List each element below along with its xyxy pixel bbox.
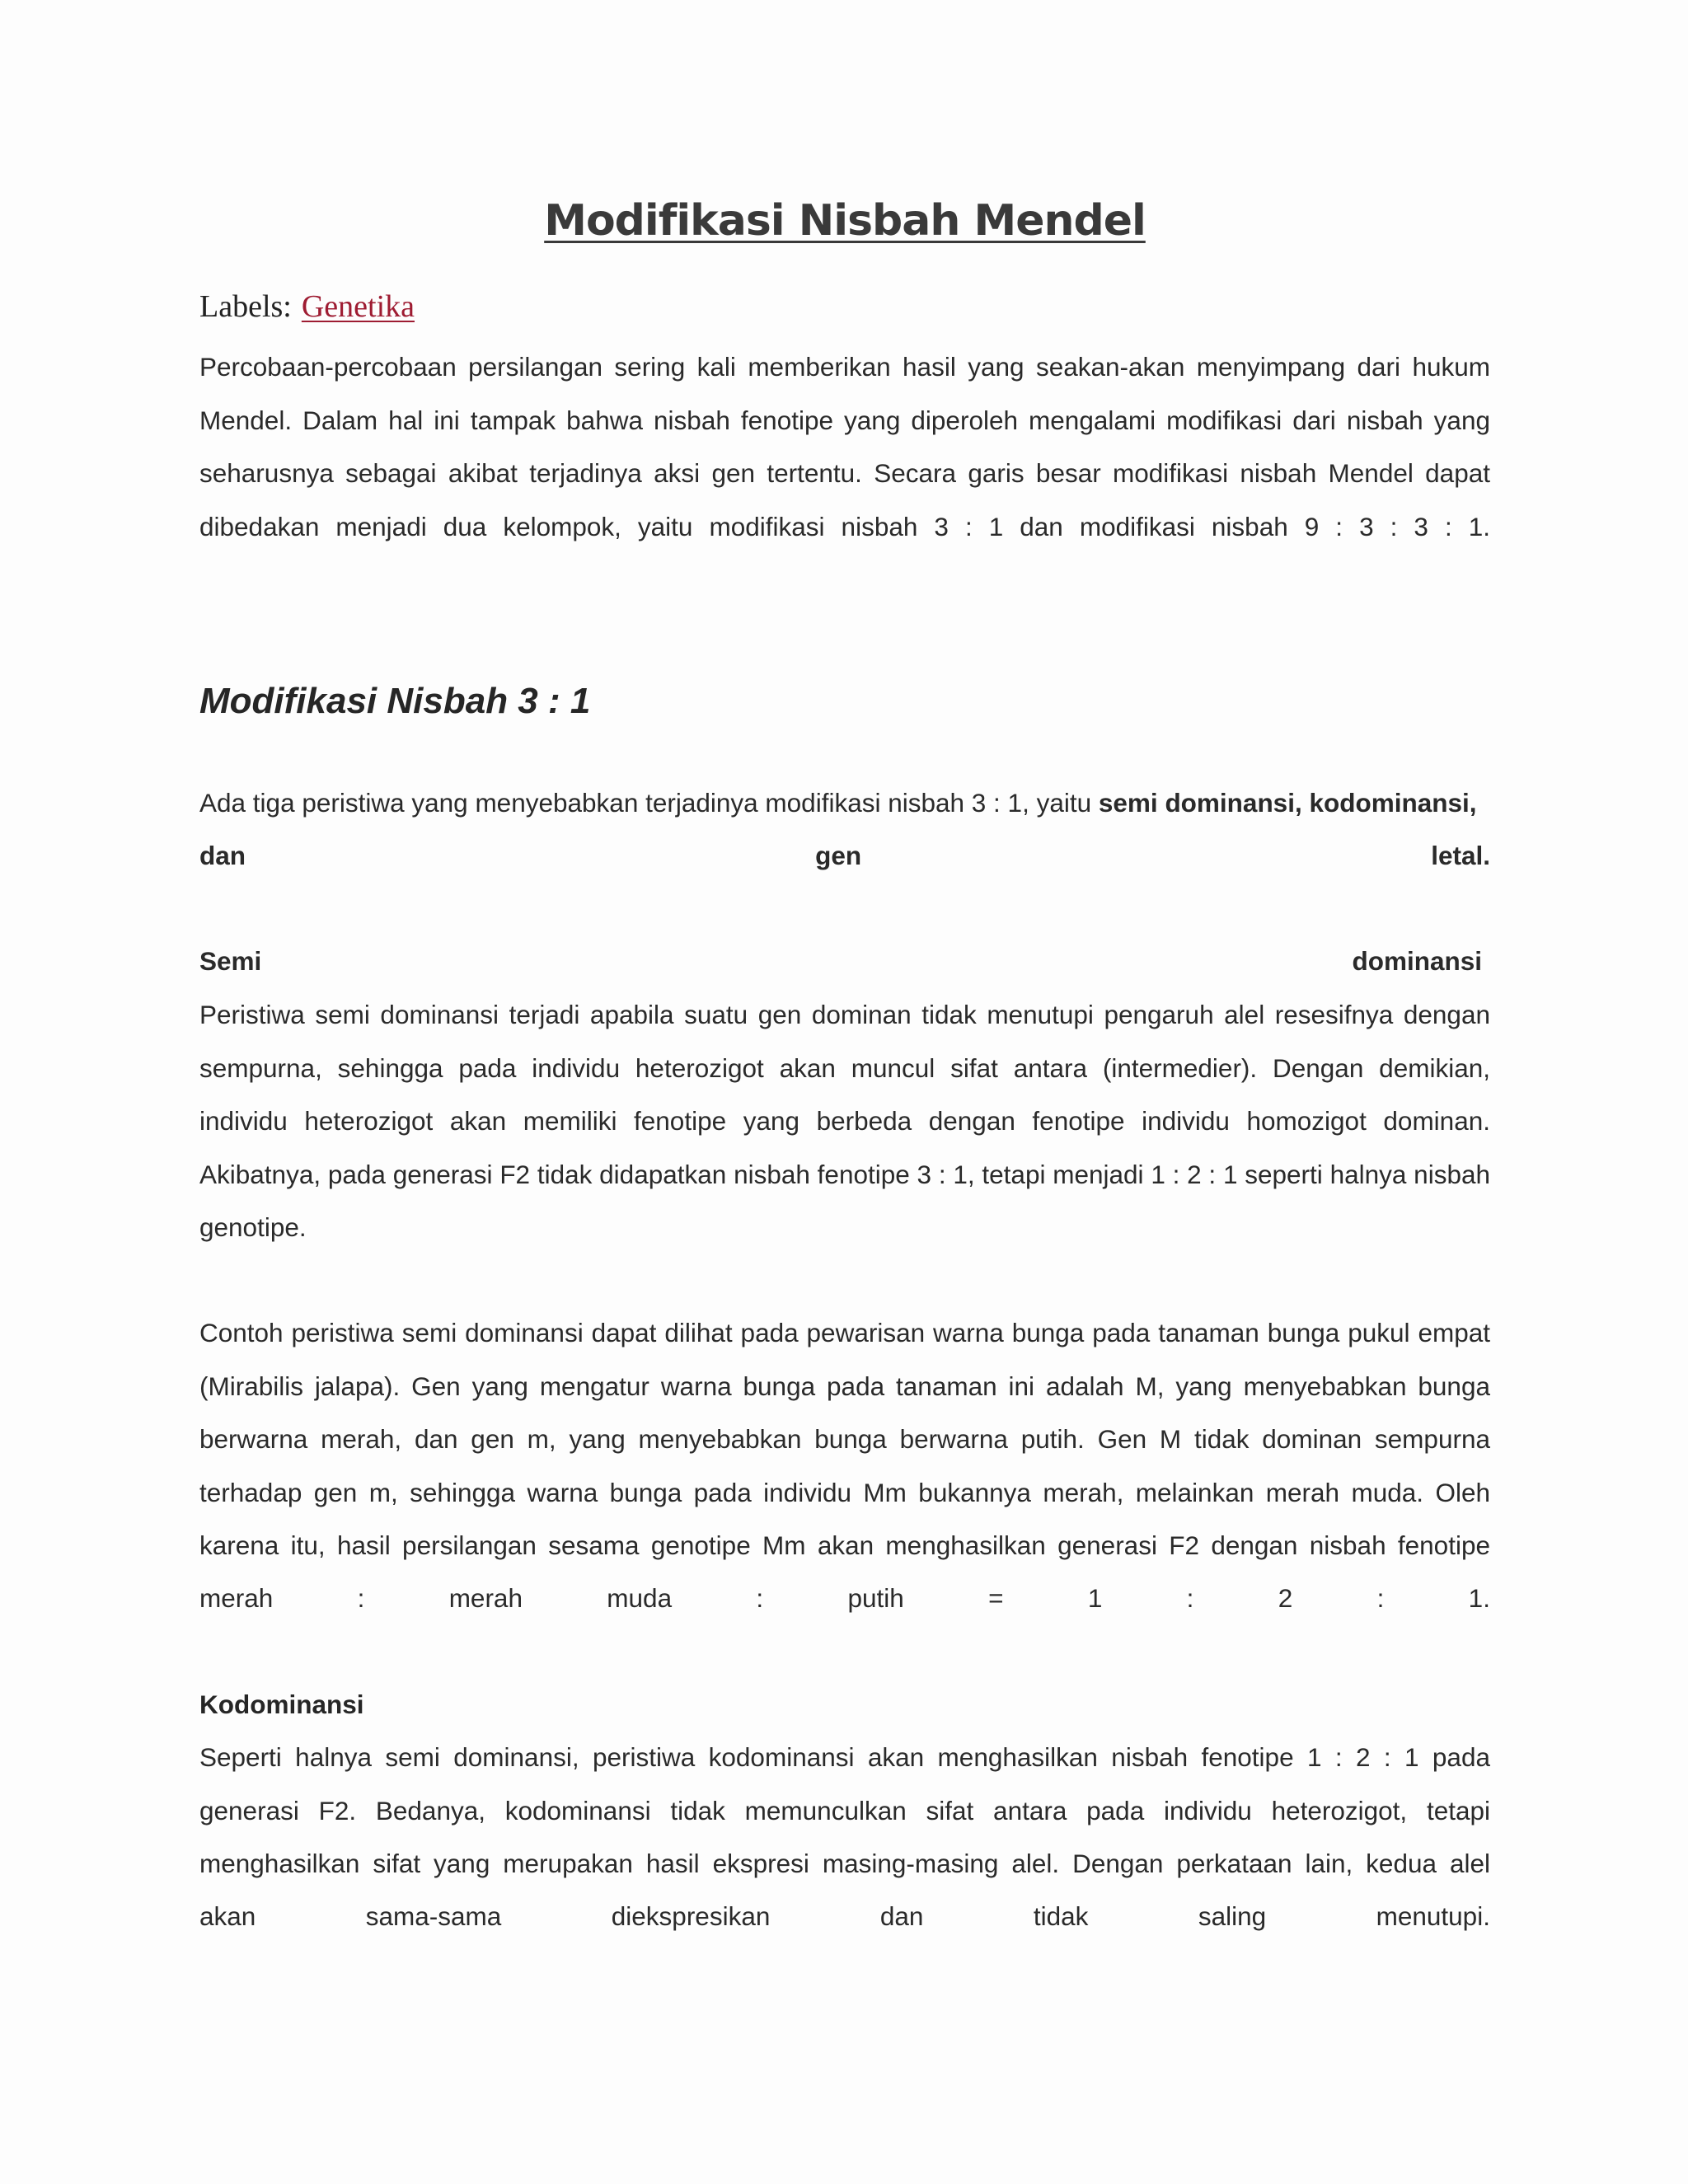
lead-word: gen: [815, 841, 862, 870]
para-word: saling: [1198, 1901, 1267, 1931]
kodominansi-paragraph: Seperti halnya semi dominansi, peristiwa kodominansi akan menghasilkan nisbah fenotipe 1 : 2 : 1 pada generasi F2. Bedanya, kodominansi tidak memunculkan sifat antara pada individu heterozigot, tetapi menghasilkan sifat yang merupakan hasil ekspresi masing-masing alel. Dengan perkataan lain, kedua alel: [199, 1742, 1490, 1878]
intro-paragraph: Percobaan-percobaan persilangan sering kali memberikan hasil yang seakan-akan menyimpang dari hukum Mendel. Dalam hal ini tampak bahwa nisbah fenotipe yang diperoleh mengalami modifikasi dari nisbah yang seharusnya sebagai akibat terjadinya aksi gen tertentu. Secara garis besar modifikasi nisbah Mendel dapat dibedakan menjadi dua kelompok, yaitu modifikasi nisbah 3 : 1 dan modifikasi nisbah 9 : 3 : 3 : 1.: [199, 352, 1490, 541]
lead-word: letal.: [1431, 841, 1490, 870]
para-word: menutupi.: [1376, 1901, 1490, 1931]
ratio-word: :: [756, 1583, 764, 1613]
section-heading-3-1: Modifikasi Nisbah 3 : 1: [199, 681, 591, 721]
label-link-genetika[interactable]: Genetika: [301, 289, 415, 324]
ratio-word: =: [988, 1583, 1004, 1613]
ratio-word: 1.: [1468, 1583, 1490, 1613]
semi-dominansi-paragraph-2-last-line: [199, 1572, 1490, 1625]
ratio-word: merah: [448, 1583, 523, 1613]
ratio-word: :: [1186, 1583, 1194, 1613]
semi-dominansi-paragraph-1: Peristiwa semi dominansi terjadi apabila suatu gen dominan tidak menutupi pengaruh alel resesifnya dengan sempurna, sehingga pada individu heterozigot akan muncul sifat antara (intermedier). Dengan demikian, individu heterozigot akan memiliki fenotipe yang berbeda dengan fenotipe individu homozigot dominan. Akibatnya, pada generasi F2 tidak didapatkan nisbah fenotipe 3 : 1, tetapi menjadi 1 : 2 : 1 seperti halnya nisbah genotipe.: [199, 1000, 1490, 1242]
ratio-word: 1: [1087, 1583, 1103, 1613]
semi-dominansi-heading: [199, 935, 1482, 988]
para-word: dan: [879, 1901, 924, 1931]
ratio-word: :: [357, 1583, 365, 1613]
para-word: diekspresikan: [611, 1901, 771, 1931]
kodominansi-heading: Kodominansi: [199, 1690, 364, 1719]
lead-word: dan: [199, 841, 246, 870]
ratio-word: muda: [607, 1583, 673, 1613]
ratio-word: 2: [1278, 1583, 1293, 1613]
ratio-word: putih: [847, 1583, 904, 1613]
lead-bold-terms: semi dominansi, kodominansi,: [1098, 788, 1477, 818]
section1-lead-paragraph: [199, 776, 1490, 830]
kodominansi-paragraph-last-line: [199, 1890, 1490, 1943]
page-title: Modifikasi Nisbah Mendel: [544, 196, 1146, 246]
heading-word: Semi: [199, 946, 262, 976]
para-word: sama-sama: [365, 1901, 502, 1931]
lead-text: Ada tiga peristiwa yang menyebabkan terjadinya modifikasi nisbah 3 : 1, yaitu: [199, 788, 1092, 818]
para-word: akan: [199, 1901, 256, 1931]
section1-lead-line2: [199, 829, 1490, 883]
ratio-word: :: [1376, 1583, 1385, 1613]
heading-word: dominansi: [1352, 946, 1482, 976]
labels-line: [199, 288, 415, 325]
semi-dominansi-paragraph-2: Contoh peristiwa semi dominansi dapat dilihat pada pewarisan warna bunga pada tanaman bunga pukul empat (Mirabilis jalapa). Gen yang mengatur warna bunga pada tanaman ini adalah M, yang menyebabkan bunga berwarna merah, dan gen m, yang menyebabkan bunga berwarna putih. Gen M tidak dominan sempurna terhadap gen m, sehingga warna bunga pada individu Mm bukannya merah, melainkan merah muda. Oleh karena itu, hasil persilangan sesama genotipe Mm akan menghasilkan generasi F2 dengan nisbah fenotipe: [199, 1318, 1490, 1560]
para-word: tidak: [1033, 1901, 1089, 1931]
ratio-word: merah: [199, 1583, 274, 1613]
labels-prefix: Labels:: [199, 289, 292, 324]
